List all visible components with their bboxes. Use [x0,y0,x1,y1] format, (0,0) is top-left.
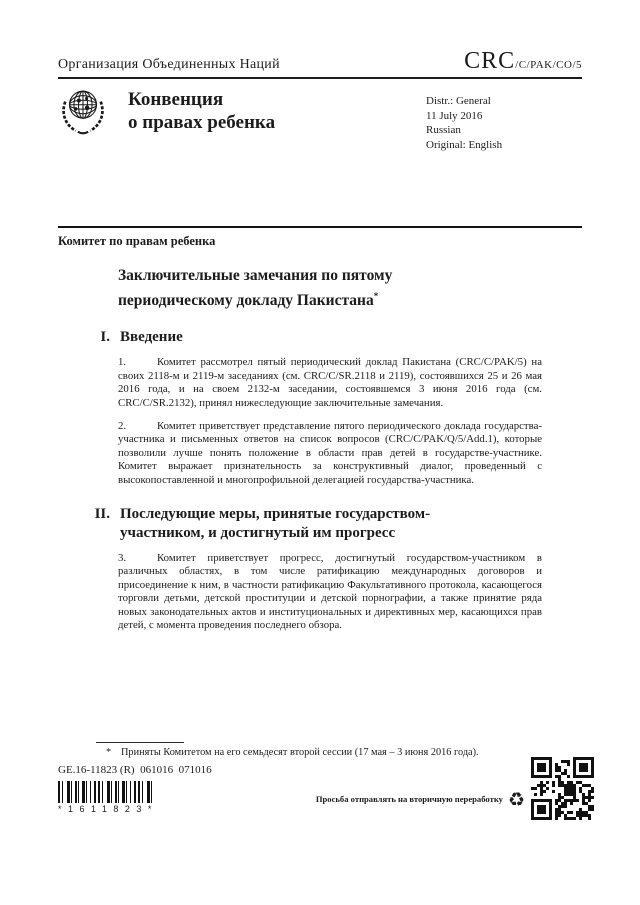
committee-name: Комитет по правам ребенка [58,234,216,248]
ge-reference-number: GE.16-11823 (R) 061016 071016 [58,764,212,776]
distr-type: Distr.: General [426,95,491,107]
document-title [118,266,448,311]
paragraph-text: Комитет приветствует представление пятого периодического доклада государства-участника и письменных ответов на список вопросов (CRC/C/PAK/Q/5/Add.1), которые позволили лучше понять положение в области прав детей в государстве-участнике. Комитет выражает признательность за конструктивный диалог, проведенный с высокопоставленной и многопрофильной делегацией государства-участника. [118,419,542,486]
treaty-title [128,86,275,138]
distr-language: Russian [426,124,461,136]
paragraph-2 [118,420,542,488]
section-heading-introduction [58,328,542,347]
document-symbol-main: CRC [464,48,516,74]
document-symbol [464,48,582,75]
section-heading-follow-up [58,505,542,543]
un-emblem-icon [58,86,108,138]
paragraph-text: Комитет приветствует прогресс, достигнутый государством-участником в различных областях, в том числе ратификацию международных договоров и присоединение к ним, в частности ратификацию Факультативного протокола, касающегося торговли детьми, детской проституции и детской порнографии, а также принятие ряда новых законодательных актов и институциональных и директивных мер, касающихся прав детей, с момента проведения последнего обзора. [118,551,542,632]
qr-finder-icon [531,757,552,778]
qr-finder-icon [531,799,552,820]
recycle-notice: Просьба отправлять на вторичную переработку [315,794,503,804]
document-symbol-suffix: /C/PAK/CO/5 [515,59,582,71]
distr-date: 11 July 2016 [426,109,483,122]
recycle-icon: ♻ [507,789,525,811]
paragraph-1 [118,356,542,410]
paragraph-number: 1. [118,356,127,369]
treaty-title-line1: Конвенция [128,89,224,110]
treaty-title-line2: о правах ребенка [128,112,276,133]
footnote-separator [96,742,184,743]
section-heading-text: Введение [120,329,183,346]
paragraph-3 [118,552,542,634]
document-title-text: Заключительные замечания по пятому периодическому докладу Пакистана [118,267,393,310]
section-numeral: II. [94,505,110,522]
distr-original: Original: English [426,138,503,151]
footnote-text: Приняты Комитетом на его семьдесят второй сессии (17 мая – 3 июня 2016 года). [121,747,479,758]
paragraph-text: Комитет рассмотрел пятый периодический доклад Пакистана (CRC/C/PAK/5) на своих 2118-м и 2119-м заседаниях (см. CRC/C/SR.2118 и 2119), состоявшихся 25 и 26 мая 2016 года, и на своем 2132-м заседании, состоявшемся 3 июня 2016 года (см. CRC/C/SR.2132), принял нижеследующие заключительные замечания. [118,356,542,409]
footer-right [316,757,594,820]
section-numeral: I. [100,329,110,346]
barcode-block [58,781,158,814]
qr-finder-icon [573,757,594,778]
paragraph-number: 2. [118,419,127,432]
document-body [58,258,542,633]
barcode-icon [58,781,154,803]
section-heading-text: Последующие меры, принятые государством-участником, и достигнутый им прогресс [120,505,431,541]
title-footnote-marker: * [373,291,379,301]
section-divider-rule [58,226,582,228]
barcode-text: *1611823* [58,804,158,814]
masthead [58,48,582,151]
qr-code [531,757,594,820]
masthead-rule [58,77,582,79]
paragraph-number: 3. [118,551,127,564]
un-org-name: Организация Объединенных Наций [58,57,280,72]
distribution-block [426,94,502,152]
footnote-marker: * [106,747,112,758]
